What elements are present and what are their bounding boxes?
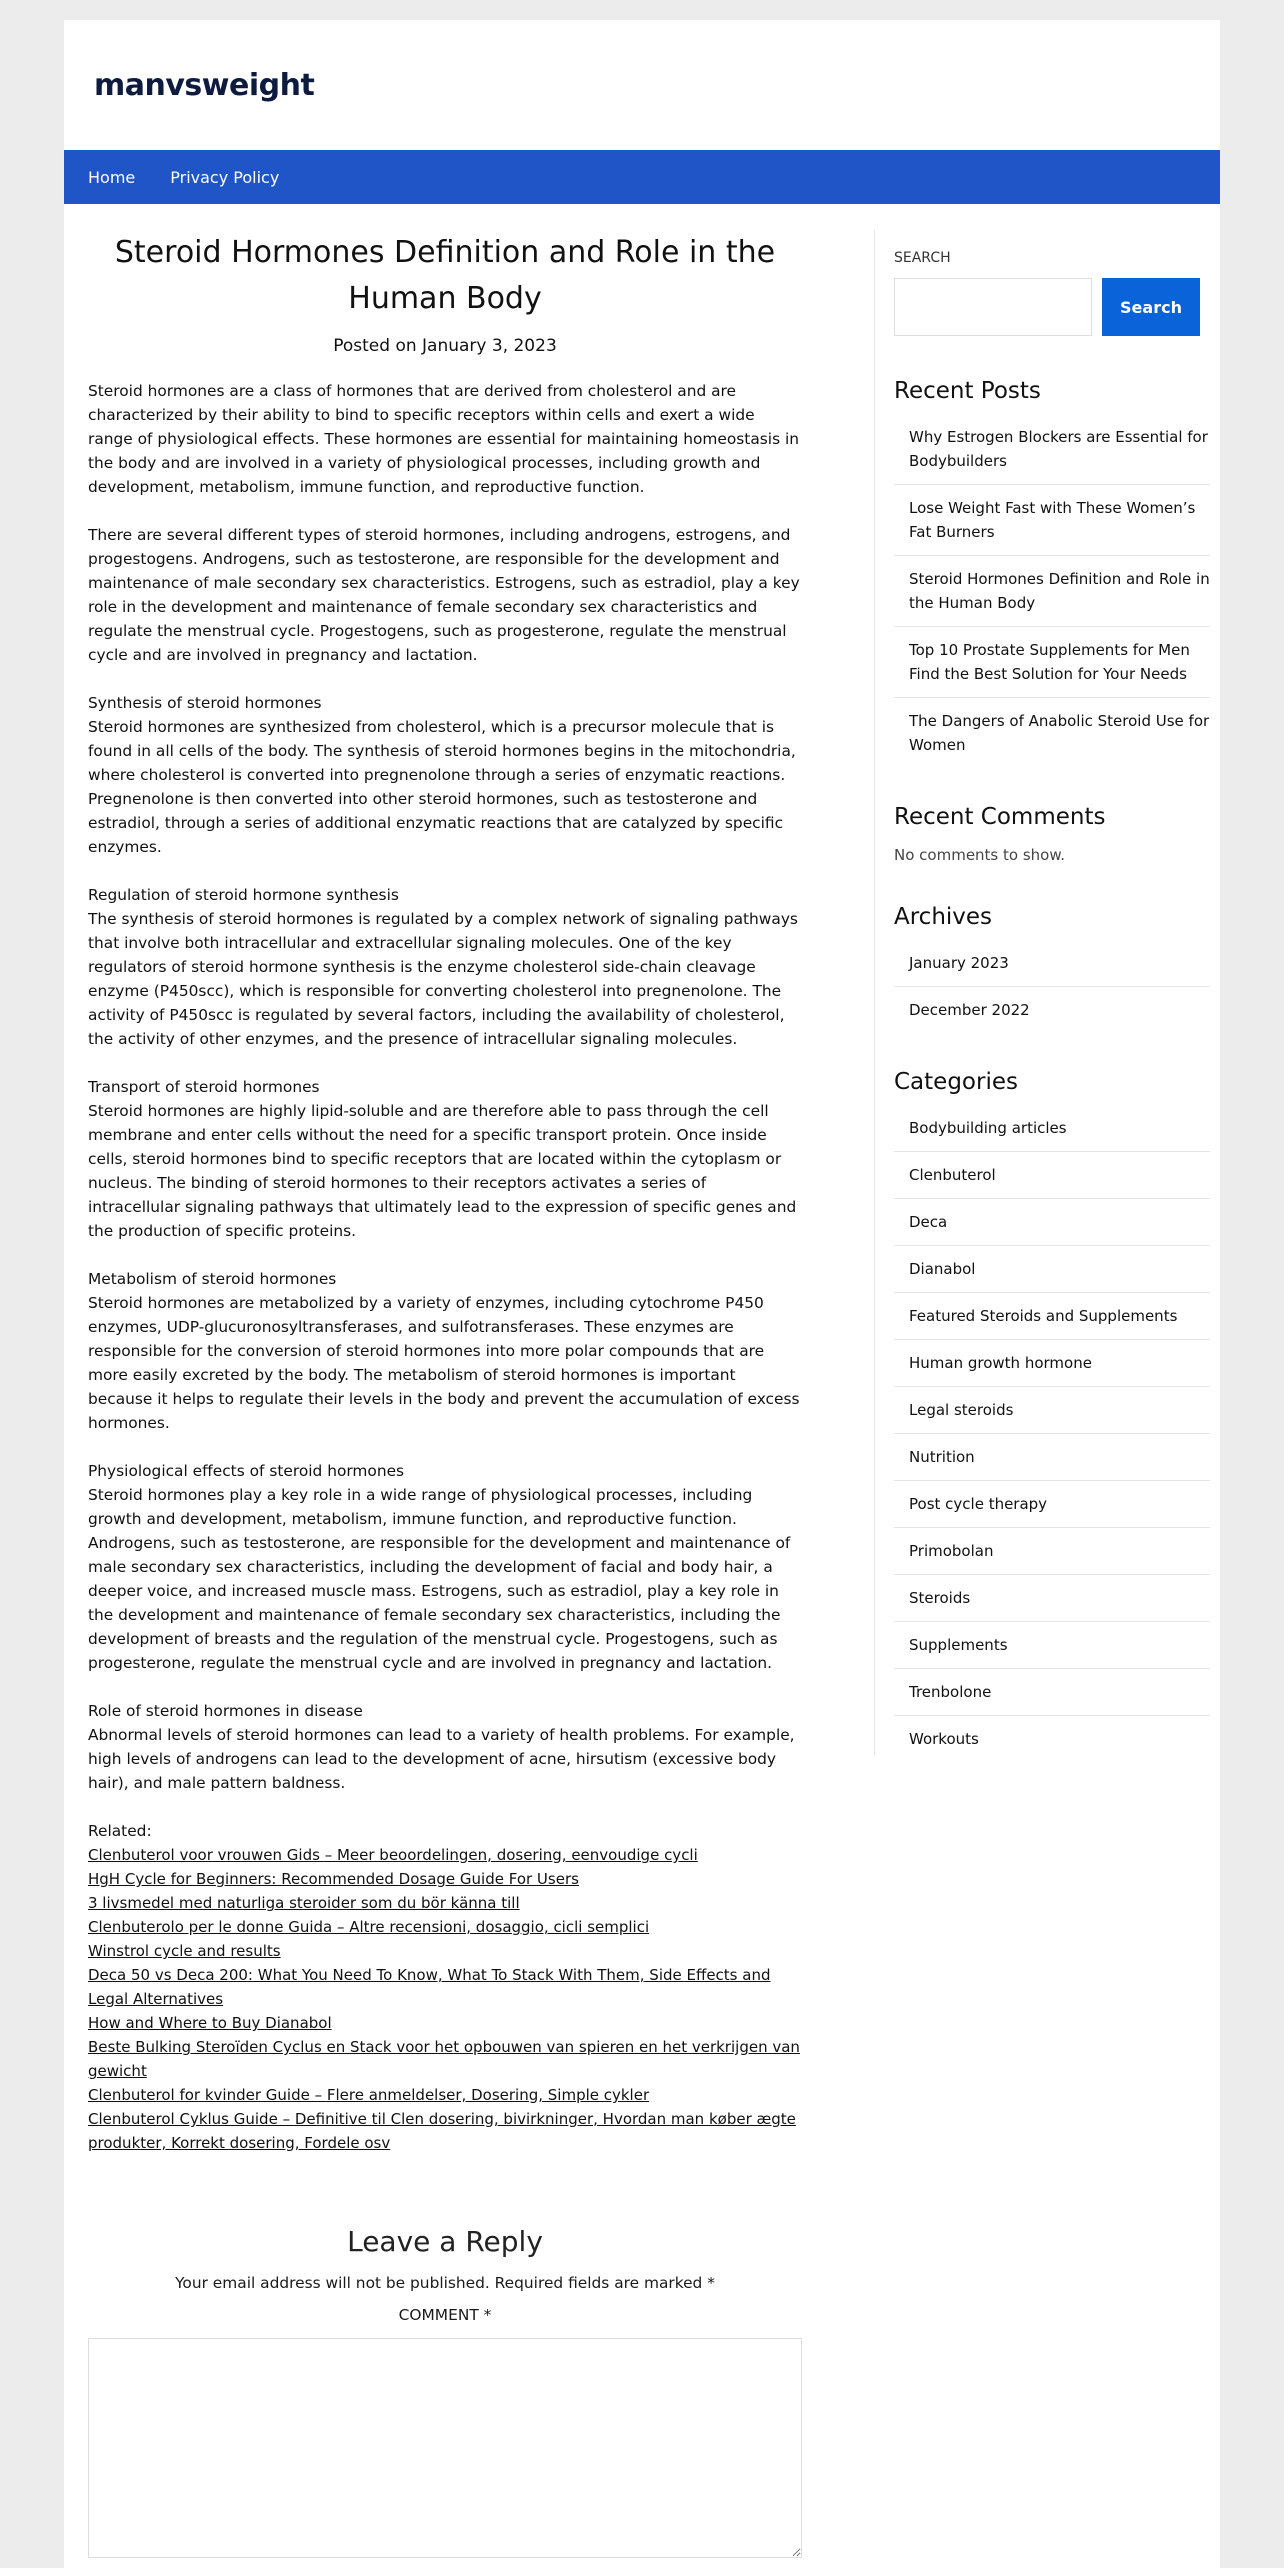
- section-heading: Physiological effects of steroid hormones: [88, 1462, 405, 1480]
- section-text: The synthesis of steroid hormones is regulated by a complex network of signaling pathways that involve both intracellular and extracellular signaling molecules. One of the key regulators of steroid hormone synthesis is the enzyme cholesterol side-chain cleavage enzyme (P450scc), which is responsible for converting cholesterol into pregnenolone. The activity of P450scc is regulated by several factors, including the availability of cholesterol, the activity of other enzymes, and the presence of intracellular signaling molecules.: [88, 910, 798, 1048]
- section: [88, 1699, 802, 1795]
- archive-link[interactable]: December 2022: [909, 1001, 1030, 1019]
- site-header: [64, 20, 1220, 150]
- related-label: Related:: [88, 1822, 152, 1840]
- search-form: [894, 278, 1210, 336]
- section-heading: Role of steroid hormones in disease: [88, 1702, 363, 1720]
- section-heading: Synthesis of steroid hormones: [88, 694, 322, 712]
- category-link[interactable]: Featured Steroids and Supplements: [894, 1293, 1210, 1340]
- page: [64, 20, 1220, 2568]
- category-link[interactable]: Clenbuterol: [894, 1152, 1210, 1199]
- section-text: Steroid hormones are synthesized from cholesterol, which is a precursor molecule that is found in all cells of the body. The synthesis of steroid hormones begins in the mitochondria, where cholesterol is converted into pregnenolone through a series of enzymatic reactions. Pregnenolone is then converted into other steroid hormones, such as testosterone and estradiol, through a series of additional enzymatic reactions that are catalyzed by specific enzymes.: [88, 718, 796, 856]
- category-link[interactable]: Bodybuilding articles: [894, 1105, 1210, 1152]
- related-link[interactable]: Winstrol cycle and results: [88, 1942, 281, 1960]
- nav-home[interactable]: Home: [88, 167, 136, 187]
- archives-list: [894, 940, 1210, 1033]
- section-heading: Regulation of steroid hormone synthesis: [88, 886, 399, 904]
- category-link[interactable]: Primobolan: [894, 1528, 1210, 1575]
- paragraph: There are several different types of steroid hormones, including androgens, estrogens, and progestogens. Androgens, such as testosterone, are responsible for the development and maintenance of male secondary sex characteristics. Estrogens, such as estradiol, play a key role in the development and maintenance of female secondary sex characteristics and regulate the menstrual cycle. Progestogens, such as progesterone, regulate the menstrual cycle and are involved in pregnancy and lactation.: [88, 526, 800, 664]
- main-nav: [64, 150, 1220, 204]
- post-date: Posted on January 3, 2023: [333, 336, 557, 356]
- paragraph: Steroid hormones are a class of hormones that are derived from cholesterol and are characterized by their ability to bind to specific receptors within cells and exert a wide range of physiological effects. These hormones are essential for maintaining homeostasis in the body and are involved in a variety of physiological processes, including growth and development, metabolism, immune function, and reproductive function.: [88, 382, 800, 496]
- section: [88, 1075, 802, 1243]
- comment-textarea[interactable]: [88, 2338, 802, 2558]
- site-title-link[interactable]: manvsweight: [94, 67, 315, 103]
- categories-list: [894, 1105, 1210, 1762]
- section-text: Abnormal levels of steroid hormones can lead to a variety of health problems. For example, high levels of androgens can lead to the development of acne, hirsutism (excessive body hair), and male pattern baldness.: [88, 1726, 795, 1792]
- recent-post-link[interactable]: Lose Weight Fast with These Women’s Fat Burners: [894, 485, 1210, 556]
- related-link[interactable]: Beste Bulking Steroïden Cyclus en Stack voor het opbouwen van spieren en het verkrijgen van gewicht: [88, 2038, 800, 2080]
- related-link[interactable]: Clenbuterol for kvinder Guide – Flere anmeldelser, Dosering, Simple cykler: [88, 2086, 650, 2104]
- post-content: [88, 379, 802, 2155]
- section-text: Steroid hormones are highly lipid-soluble and are therefore able to pass through the cell membrane and enter cells without the need for a specific transport protein. Once inside cells, steroid hormones bind to specific receptors that are located within the cytoplasm or nucleus. The binding of steroid hormones to their receptors activates a series of intracellular signaling pathways that ultimately lead to the expression of specific genes and the production of specific proteins.: [88, 1102, 797, 1240]
- section: [88, 1267, 802, 1435]
- recent-posts-list: [894, 414, 1210, 768]
- related-link[interactable]: Deca 50 vs Deca 200: What You Need To Know, What To Stack With Them, Side Effects and Legal Alternatives: [88, 1966, 771, 2008]
- search-input[interactable]: [894, 278, 1092, 336]
- reply-note: Your email address will not be published. Required fields are marked *: [175, 2274, 715, 2292]
- section-text: Steroid hormones play a key role in a wide range of physiological processes, including growth and development, metabolism, immune function, and reproductive function. Androgens, such as testosterone, are responsible for the development and maintenance of male secondary sex characteristics, including the development of facial and body hair, a deeper voice, and increased muscle mass. Estrogens, such as estradiol, play a key role in the development and maintenance of female secondary sex characteristics, including the development of breasts and the regulation of the menstrual cycle. Progestogens, such as progesterone, regulate the menstrual cycle and are involved in pregnancy and lactation.: [88, 1486, 791, 1672]
- category-link[interactable]: Workouts: [909, 1730, 979, 1748]
- section-heading: Transport of steroid hormones: [88, 1078, 320, 1096]
- recent-post-link[interactable]: Why Estrogen Blockers are Essential for Bodybuilders: [894, 414, 1210, 485]
- recent-post-link[interactable]: The Dangers of Anabolic Steroid Use for Women: [909, 712, 1210, 754]
- sidebar-divider: [874, 230, 875, 1755]
- category-link[interactable]: Nutrition: [894, 1434, 1210, 1481]
- related-link[interactable]: HgH Cycle for Beginners: Recommended Dosage Guide For Users: [88, 1870, 579, 1888]
- category-link[interactable]: Deca: [894, 1199, 1210, 1246]
- section: [88, 883, 802, 1051]
- related-link[interactable]: How and Where to Buy Dianabol: [88, 2014, 332, 2032]
- archives-title: Archives: [894, 904, 993, 930]
- related-links: [88, 1819, 802, 2155]
- recent-post-link[interactable]: Top 10 Prostate Supplements for Men Find the Best Solution for Your Needs: [894, 627, 1210, 698]
- reply-title: Leave a Reply: [347, 2225, 543, 2258]
- post-title: Steroid Hormones Definition and Role in the Human Body: [114, 235, 776, 316]
- search-button[interactable]: Search: [1102, 278, 1200, 336]
- section: [88, 1459, 802, 1675]
- categories-title: Categories: [894, 1069, 1018, 1095]
- category-link[interactable]: Dianabol: [894, 1246, 1210, 1293]
- section-heading: Metabolism of steroid hormones: [88, 1270, 337, 1288]
- related-link[interactable]: Clenbuterol Cyklus Guide – Definitive til Clen dosering, bivirkninger, Hvordan man køber ægte produkter, Korrekt dosering, Fordele osv: [88, 2110, 796, 2152]
- nav-privacy-policy[interactable]: Privacy Policy: [170, 167, 280, 187]
- comment-label: COMMENT *: [398, 2306, 492, 2324]
- related-link[interactable]: 3 livsmedel med naturliga steroider som du bör känna till: [88, 1894, 520, 1912]
- section: [88, 691, 802, 859]
- related-link[interactable]: Clenbuterol voor vrouwen Gids – Meer beoordelingen, dosering, eenvoudige cycli: [88, 1846, 698, 1864]
- category-link[interactable]: Human growth hormone: [894, 1340, 1210, 1387]
- related-link[interactable]: Clenbuterolo per le donne Guida – Altre recensioni, dosaggio, cicli semplici: [88, 1918, 650, 1936]
- category-link[interactable]: Trenbolone: [894, 1669, 1210, 1716]
- sidebar: [894, 230, 1210, 1762]
- category-link[interactable]: Supplements: [894, 1622, 1210, 1669]
- search-label: SEARCH: [894, 250, 951, 266]
- category-link[interactable]: Steroids: [894, 1575, 1210, 1622]
- recent-post-link[interactable]: Steroid Hormones Definition and Role in the Human Body: [894, 556, 1210, 627]
- recent-comments-title: Recent Comments: [894, 804, 1106, 830]
- reply-section: [88, 2225, 802, 2562]
- article: [88, 230, 802, 2562]
- section-text: Steroid hormones are metabolized by a variety of enzymes, including cytochrome P450 enzymes, UDP-glucuronosyltransferases, and sulfotransferases. These enzymes are responsible for the conversion of steroid hormones into more polar compounds that are more easily excreted by the body. The metabolism of steroid hormones is important because it helps to regulate their levels in the body and prevent the accumulation of excess hormones.: [88, 1294, 800, 1432]
- no-comments-text: No comments to show.: [894, 846, 1065, 864]
- recent-posts-title: Recent Posts: [894, 378, 1041, 404]
- category-link[interactable]: Post cycle therapy: [894, 1481, 1210, 1528]
- category-link[interactable]: Legal steroids: [894, 1387, 1210, 1434]
- archive-link[interactable]: January 2023: [894, 940, 1210, 987]
